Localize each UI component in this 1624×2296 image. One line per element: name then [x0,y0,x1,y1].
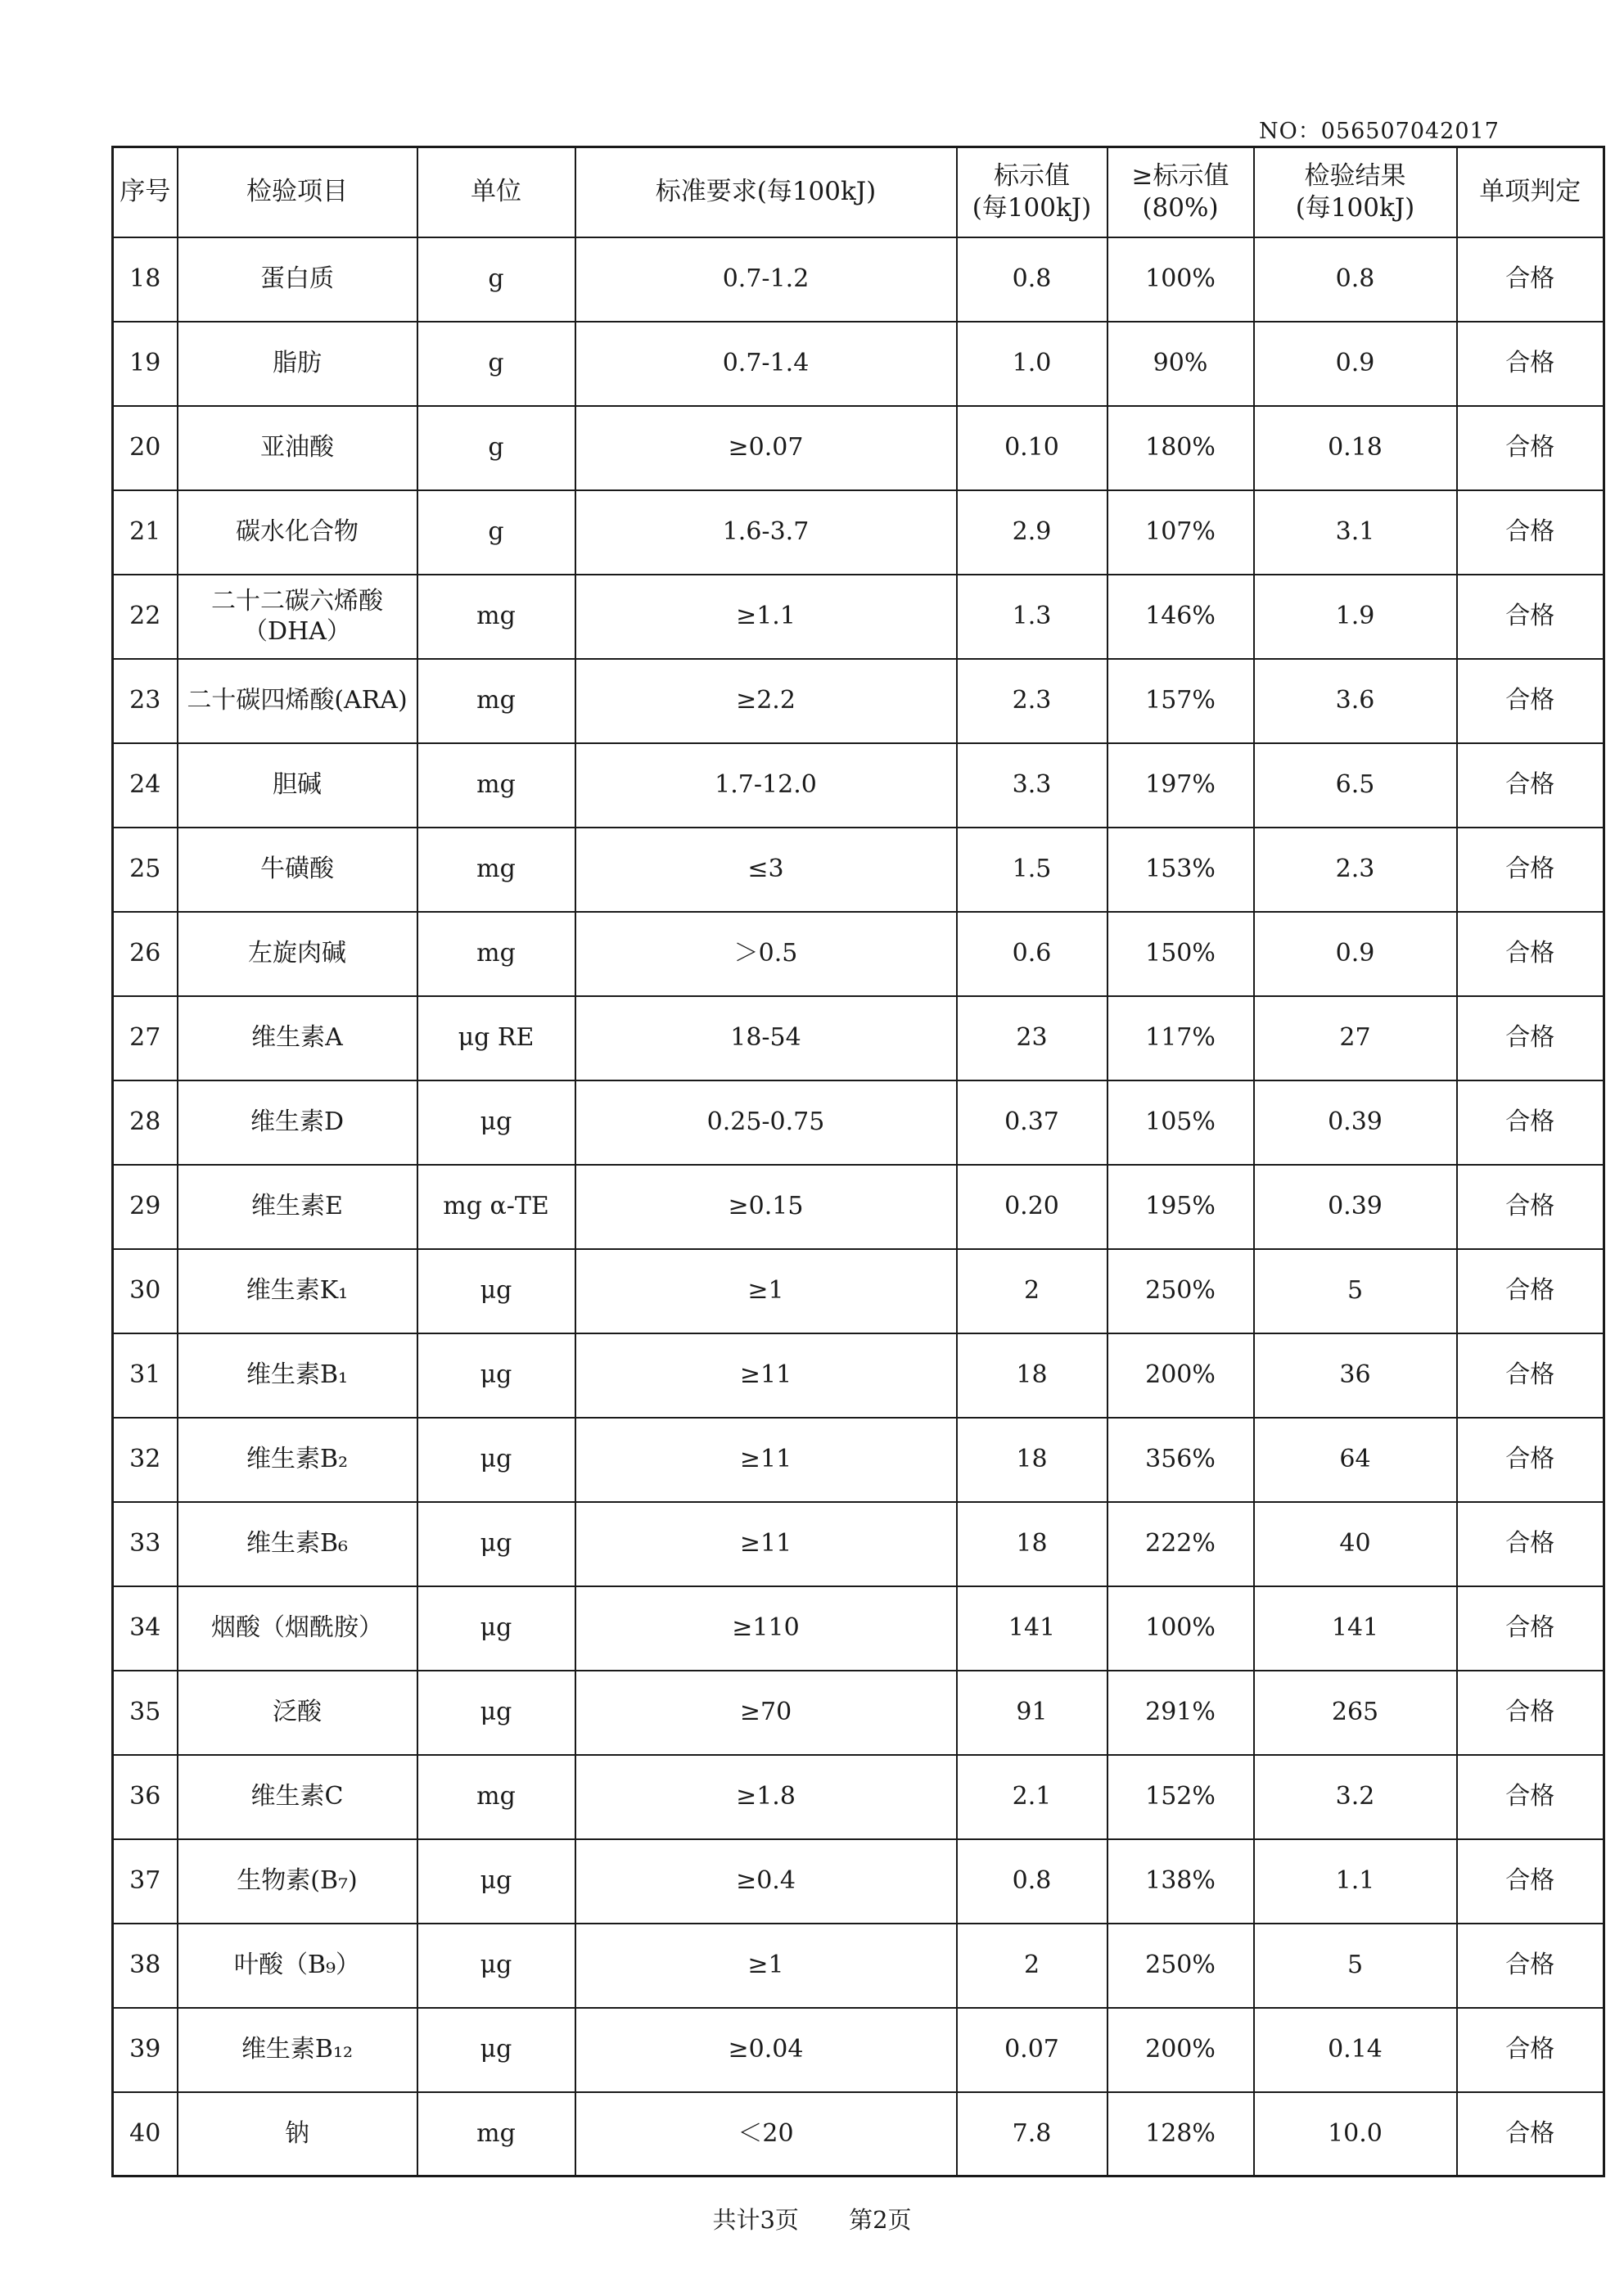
cell-result: 6.5 [1254,743,1457,828]
table-row [113,828,1604,912]
table-body [113,237,1604,2176]
cell-standard: ≥0.04 [575,2008,957,2092]
total-pages-label: 共计3页 [712,2206,799,2234]
cell-labeled-value: 0.8 [957,237,1107,322]
cell-unit: μg [417,1418,575,1502]
cell-standard: ≥11 [575,1502,957,1586]
table-row [113,996,1604,1080]
cell-ratio: 197% [1107,743,1254,828]
col-header-index: 序号 [113,147,178,237]
cell-labeled-value: 91 [957,1671,1107,1755]
cell-unit: μg [417,1924,575,2008]
cell-item: 维生素B₆ [178,1502,417,1586]
cell-verdict: 合格 [1457,1586,1604,1671]
cell-unit: g [417,490,575,575]
cell-result: 5 [1254,1924,1457,2008]
cell-result: 265 [1254,1671,1457,1755]
cell-standard: 18-54 [575,996,957,1080]
table-row [113,2092,1604,2176]
table-row [113,575,1604,659]
cell-result: 0.39 [1254,1165,1457,1249]
cell-verdict: 合格 [1457,237,1604,322]
cell-standard: ≥2.2 [575,659,957,743]
cell-result: 1.9 [1254,575,1457,659]
cell-standard: 1.6-3.7 [575,490,957,575]
table-row [113,1333,1604,1418]
cell-verdict: 合格 [1457,659,1604,743]
cell-index: 24 [113,743,178,828]
cell-verdict: 合格 [1457,1924,1604,2008]
page-footer [0,2202,1624,2235]
col-header-ratio: ≥标示值 (80%) [1107,147,1254,237]
cell-ratio: 200% [1107,2008,1254,2092]
cell-index: 39 [113,2008,178,2092]
cell-index: 20 [113,406,178,490]
cell-verdict: 合格 [1457,828,1604,912]
col-header-item: 检验项目 [178,147,417,237]
cell-verdict: 合格 [1457,1502,1604,1586]
cell-result: 36 [1254,1333,1457,1418]
col-header-labeled-value: 标示值 (每100kJ) [957,147,1107,237]
cell-result: 64 [1254,1418,1457,1502]
cell-standard: ＞0.5 [575,912,957,996]
cell-unit: mg [417,575,575,659]
cell-verdict: 合格 [1457,2092,1604,2176]
cell-standard: ≥0.4 [575,1839,957,1924]
cell-index: 37 [113,1839,178,1924]
cell-ratio: 195% [1107,1165,1254,1249]
cell-labeled-value: 141 [957,1586,1107,1671]
table-row [113,322,1604,406]
cell-ratio: 250% [1107,1924,1254,2008]
cell-standard: 0.7-1.2 [575,237,957,322]
cell-index: 40 [113,2092,178,2176]
cell-item: 泛酸 [178,1671,417,1755]
cell-index: 18 [113,237,178,322]
table-row [113,406,1604,490]
cell-verdict: 合格 [1457,1755,1604,1839]
cell-ratio: 105% [1107,1080,1254,1165]
cell-ratio: 180% [1107,406,1254,490]
cell-ratio: 100% [1107,1586,1254,1671]
inspection-results-table [111,146,1605,2177]
cell-ratio: 146% [1107,575,1254,659]
cell-item: 胆碱 [178,743,417,828]
cell-verdict: 合格 [1457,1671,1604,1755]
cell-standard: ≥1 [575,1924,957,2008]
cell-index: 33 [113,1502,178,1586]
cell-result: 141 [1254,1586,1457,1671]
cell-item: 亚油酸 [178,406,417,490]
cell-labeled-value: 0.37 [957,1080,1107,1165]
cell-labeled-value: 0.6 [957,912,1107,996]
table-row [113,1586,1604,1671]
cell-unit: μg [417,1333,575,1418]
col-header-unit: 单位 [417,147,575,237]
cell-item: 二十碳四烯酸(ARA) [178,659,417,743]
table-header-row [113,147,1604,237]
cell-result: 0.18 [1254,406,1457,490]
cell-unit: μg [417,1249,575,1333]
cell-ratio: 291% [1107,1671,1254,1755]
table-row [113,490,1604,575]
cell-item: 牛磺酸 [178,828,417,912]
cell-result: 0.9 [1254,912,1457,996]
current-page-label: 第2页 [849,2206,912,2234]
cell-item: 维生素D [178,1080,417,1165]
cell-ratio: 90% [1107,322,1254,406]
table-row [113,659,1604,743]
cell-item: 左旋肉碱 [178,912,417,996]
cell-unit: mg α-TE [417,1165,575,1249]
table-row [113,237,1604,322]
cell-item: 维生素E [178,1165,417,1249]
cell-index: 29 [113,1165,178,1249]
cell-verdict: 合格 [1457,1839,1604,1924]
cell-ratio: 152% [1107,1755,1254,1839]
cell-index: 35 [113,1671,178,1755]
cell-labeled-value: 18 [957,1333,1107,1418]
cell-unit: g [417,406,575,490]
cell-verdict: 合格 [1457,1080,1604,1165]
report-number: NO：056507042017 [1259,119,1500,144]
cell-standard: ≥0.07 [575,406,957,490]
cell-index: 34 [113,1586,178,1671]
cell-labeled-value: 3.3 [957,743,1107,828]
cell-index: 26 [113,912,178,996]
cell-unit: mg [417,743,575,828]
cell-unit: g [417,322,575,406]
cell-ratio: 100% [1107,237,1254,322]
cell-labeled-value: 2 [957,1249,1107,1333]
cell-standard: ≥1 [575,1249,957,1333]
cell-verdict: 合格 [1457,996,1604,1080]
cell-index: 31 [113,1333,178,1418]
cell-result: 0.9 [1254,322,1457,406]
cell-verdict: 合格 [1457,1418,1604,1502]
cell-unit: μg [417,2008,575,2092]
cell-labeled-value: 0.20 [957,1165,1107,1249]
cell-unit: mg [417,2092,575,2176]
cell-unit: μg [417,1080,575,1165]
cell-item: 维生素A [178,996,417,1080]
cell-labeled-value: 2.3 [957,659,1107,743]
cell-verdict: 合格 [1457,406,1604,490]
cell-labeled-value: 0.07 [957,2008,1107,2092]
cell-item: 生物素(B₇) [178,1839,417,1924]
cell-unit: μg [417,1839,575,1924]
cell-index: 36 [113,1755,178,1839]
table-row [113,743,1604,828]
cell-result: 0.39 [1254,1080,1457,1165]
cell-ratio: 150% [1107,912,1254,996]
cell-labeled-value: 18 [957,1502,1107,1586]
cell-item: 脂肪 [178,322,417,406]
cell-index: 30 [113,1249,178,1333]
cell-labeled-value: 1.5 [957,828,1107,912]
cell-unit: μg [417,1502,575,1586]
cell-result: 2.3 [1254,828,1457,912]
cell-verdict: 合格 [1457,1249,1604,1333]
cell-result: 3.6 [1254,659,1457,743]
cell-item: 维生素C [178,1755,417,1839]
cell-labeled-value: 2 [957,1924,1107,2008]
cell-labeled-value: 1.3 [957,575,1107,659]
cell-standard: ≥110 [575,1586,957,1671]
cell-ratio: 107% [1107,490,1254,575]
cell-item: 蛋白质 [178,237,417,322]
cell-index: 23 [113,659,178,743]
cell-verdict: 合格 [1457,2008,1604,2092]
cell-verdict: 合格 [1457,1333,1604,1418]
cell-item: 烟酸（烟酰胺） [178,1586,417,1671]
cell-ratio: 128% [1107,2092,1254,2176]
cell-ratio: 117% [1107,996,1254,1080]
col-header-result: 检验结果 (每100kJ) [1254,147,1457,237]
cell-index: 28 [113,1080,178,1165]
cell-result: 5 [1254,1249,1457,1333]
cell-verdict: 合格 [1457,575,1604,659]
cell-result: 3.1 [1254,490,1457,575]
cell-standard: ≥0.15 [575,1165,957,1249]
cell-unit: mg [417,1755,575,1839]
table-row [113,1418,1604,1502]
table-row [113,1924,1604,2008]
cell-labeled-value: 23 [957,996,1107,1080]
cell-ratio: 138% [1107,1839,1254,1924]
cell-result: 10.0 [1254,2092,1457,2176]
table-row [113,1080,1604,1165]
cell-item: 维生素K₁ [178,1249,417,1333]
cell-result: 0.14 [1254,2008,1457,2092]
cell-index: 32 [113,1418,178,1502]
cell-labeled-value: 0.10 [957,406,1107,490]
cell-unit: mg [417,659,575,743]
cell-standard: ≤3 [575,828,957,912]
cell-verdict: 合格 [1457,1165,1604,1249]
col-header-verdict: 单项判定 [1457,147,1604,237]
cell-standard: 0.25-0.75 [575,1080,957,1165]
cell-unit: mg [417,912,575,996]
cell-labeled-value: 18 [957,1418,1107,1502]
cell-ratio: 157% [1107,659,1254,743]
cell-result: 27 [1254,996,1457,1080]
cell-verdict: 合格 [1457,912,1604,996]
table-row [113,1249,1604,1333]
cell-standard: ＜20 [575,2092,957,2176]
cell-labeled-value: 0.8 [957,1839,1107,1924]
cell-item: 钠 [178,2092,417,2176]
table-row [113,1755,1604,1839]
cell-item: 维生素B₁ [178,1333,417,1418]
cell-labeled-value: 1.0 [957,322,1107,406]
cell-result: 40 [1254,1502,1457,1586]
cell-standard: ≥11 [575,1333,957,1418]
cell-index: 19 [113,322,178,406]
cell-ratio: 200% [1107,1333,1254,1418]
cell-item: 叶酸（B₉） [178,1924,417,2008]
cell-unit: mg [417,828,575,912]
cell-unit: g [417,237,575,322]
col-header-standard: 标准要求(每100kJ) [575,147,957,237]
cell-standard: 1.7-12.0 [575,743,957,828]
cell-result: 0.8 [1254,237,1457,322]
cell-item: 碳水化合物 [178,490,417,575]
cell-verdict: 合格 [1457,322,1604,406]
cell-standard: ≥11 [575,1418,957,1502]
cell-labeled-value: 2.1 [957,1755,1107,1839]
cell-labeled-value: 2.9 [957,490,1107,575]
table-row [113,2008,1604,2092]
cell-verdict: 合格 [1457,743,1604,828]
cell-standard: ≥70 [575,1671,957,1755]
cell-standard: ≥1.1 [575,575,957,659]
cell-unit: μg [417,1671,575,1755]
table-row [113,1839,1604,1924]
cell-item: 维生素B₂ [178,1418,417,1502]
cell-standard: ≥1.8 [575,1755,957,1839]
cell-ratio: 250% [1107,1249,1254,1333]
cell-ratio: 153% [1107,828,1254,912]
cell-ratio: 356% [1107,1418,1254,1502]
cell-item: 二十二碳六烯酸 （DHA） [178,575,417,659]
cell-index: 38 [113,1924,178,2008]
cell-index: 27 [113,996,178,1080]
cell-unit: μg [417,1586,575,1671]
cell-item: 维生素B₁₂ [178,2008,417,2092]
cell-verdict: 合格 [1457,490,1604,575]
table-row [113,912,1604,996]
cell-index: 21 [113,490,178,575]
cell-labeled-value: 7.8 [957,2092,1107,2176]
cell-standard: 0.7-1.4 [575,322,957,406]
cell-unit: μg RE [417,996,575,1080]
cell-index: 25 [113,828,178,912]
cell-ratio: 222% [1107,1502,1254,1586]
cell-result: 3.2 [1254,1755,1457,1839]
table-row [113,1671,1604,1755]
table-row [113,1502,1604,1586]
table-row [113,1165,1604,1249]
cell-index: 22 [113,575,178,659]
cell-result: 1.1 [1254,1839,1457,1924]
